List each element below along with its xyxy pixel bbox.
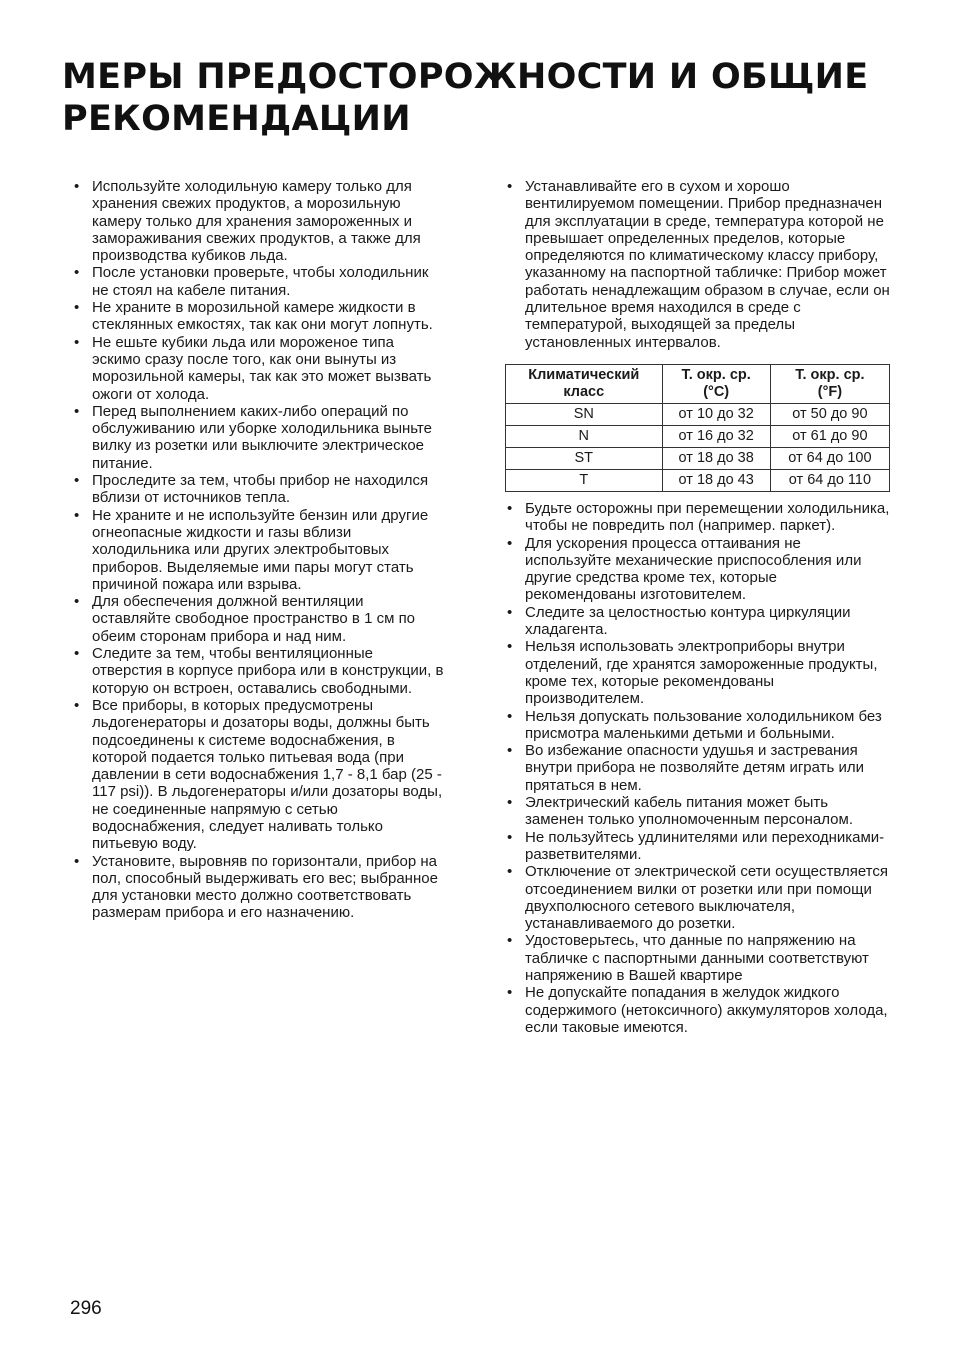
table-cell: от 50 до 90: [770, 403, 889, 425]
table-row: [506, 447, 890, 469]
left-column: [72, 178, 444, 922]
table-cell: T: [506, 469, 663, 491]
list-item: • Установите, выровняв по горизонтали, прибор на пол, способный выдерживать его вес; выбранное для установки место должно соответствовать размерам прибора и его назначению.: [72, 853, 444, 922]
table-row: [506, 403, 890, 425]
page-title: [62, 56, 922, 140]
list-item: • Следите за тем, чтобы вентиляционные отверстия в корпусе прибора или в конструкции, в которую он встроен, оставались свободными.: [72, 645, 444, 697]
table-cell: от 64 до 110: [770, 469, 889, 491]
right-column: [505, 178, 890, 1036]
climate-class-table: [505, 364, 890, 492]
table-cell: SN: [506, 403, 663, 425]
list-item: • Не допускайте попадания в желудок жидкого содержимого (нетоксичного) аккумуляторов холода, если таковые имеются.: [505, 984, 890, 1036]
list-item: • После установки проверьте, чтобы холодильник не стоял на кабеле питания.: [72, 264, 444, 299]
table-cell: N: [506, 425, 663, 447]
list-item: • Не ешьте кубики льда или мороженое типа эскимо сразу после того, как они вынуты из морозильной камеры, так как это может вызвать ожоги от холода.: [72, 334, 444, 403]
table-cell: от 16 до 32: [662, 425, 770, 447]
list-item: • Во избежание опасности удушья и застревания внутри прибора не позволяйте детям играть или прятаться в нем.: [505, 742, 890, 794]
table-row: [506, 469, 890, 491]
table-cell: ST: [506, 447, 663, 469]
list-item: • Будьте осторожны при перемещении холодильника, чтобы не повредить пол (например. паркет).: [505, 500, 890, 535]
table-cell: от 18 до 38: [662, 447, 770, 469]
list-item: • Удостоверьтесь, что данные по напряжению на табличке с паспортными данными соответствуют напряжению в Вашей квартире: [505, 932, 890, 984]
table-header-row: [506, 364, 890, 403]
left-bullet-list: [72, 178, 444, 922]
list-item: • Не храните в морозильной камере жидкости в стеклянных емкостях, так как они могут лопнуть.: [72, 299, 444, 334]
list-item: • Используйте холодильную камеру только для хранения свежих продуктов, а морозильную камеру только для хранения замороженных и замораживания свежих продуктов, а также для производства кубиков льда.: [72, 178, 444, 264]
page-title-line-1: МЕРЫ ПРЕДОСТОРОЖНОСТИ И ОБЩИЕ: [62, 57, 869, 97]
list-item: • Следите за целостностью контура циркуляции хладагента.: [505, 604, 890, 639]
list-item: • Все приборы, в которых предусмотрены льдогенераторы и дозаторы воды, должны быть подсоединены к системе водоснабжения, в которой подается только питьевая вода (при давлении в сети водоснабжения 1,7 - 8,1 бар (25 - 117 psi)). В льдогенераторы и/или дозаторы воды, не соединенные напрямую с сетью водоснабжения, следует наливать только питьевую воду.: [72, 697, 444, 853]
right-bullet-list-bottom: [505, 500, 890, 1036]
right-bullet-list-top: [505, 178, 890, 351]
table-cell: от 64 до 100: [770, 447, 889, 469]
list-item: • Нельзя использовать электроприборы внутри отделений, где хранятся замороженные продукты, кроме тех, которые рекомендованы производителем.: [505, 638, 890, 707]
table-header-climate-class: Климатический класс: [506, 364, 663, 403]
list-item: • Для обеспечения должной вентиляции оставляйте свободное пространство в 1 см по обеим сторонам прибора и над ним.: [72, 593, 444, 645]
list-item: • Отключение от электрической сети осуществляется отсоединением вилки от розетки или при помощи двухполюсного сетевого выключателя, устанавливаемого до розетки.: [505, 863, 890, 932]
table-cell: от 10 до 32: [662, 403, 770, 425]
table-header-temp-fahrenheit: Т. окр. ср. (°F): [770, 364, 889, 403]
list-item: • Перед выполнением каких-либо операций по обслуживанию или уборке холодильника выньте вилку из розетки или выключите электрическое питание.: [72, 403, 444, 472]
list-item: • Не храните и не используйте бензин или другие огнеопасные жидкости и газы вблизи холодильника или других электробытовых приборов. Выделяемые ими пары могут стать причиной пожара или взрыва.: [72, 507, 444, 593]
list-item: • Для ускорения процесса оттаивания не используйте механические приспособления или другие средства кроме тех, которые рекомендованы изготовителем.: [505, 535, 890, 604]
table-row: [506, 425, 890, 447]
table-cell: от 18 до 43: [662, 469, 770, 491]
list-item: • Нельзя допускать пользование холодильником без присмотра маленькими детьми и больными.: [505, 708, 890, 743]
page-number: 296: [70, 1298, 102, 1319]
list-item: • Устанавливайте его в сухом и хорошо вентилируемом помещении. Прибор предназначен для эксплуатации в среде, температура которой не превышает определенных пределов, которые определяются по климатическому классу прибору, указанному на паспортной табличке: Прибор может работать ненадлежащим образом в случае, если он длительное время находился в среде с температурой, выходящей за пределы установленных интервалов.: [505, 178, 890, 351]
list-item: • Проследите за тем, чтобы прибор не находился вблизи от источников тепла.: [72, 472, 444, 507]
page-title-line-2: РЕКОМЕНДАЦИИ: [62, 99, 411, 139]
list-item: • Не пользуйтесь удлинителями или переходниками-разветвителями.: [505, 829, 890, 864]
table-cell: от 61 до 90: [770, 425, 889, 447]
list-item: • Электрический кабель питания может быть заменен только уполномоченным персоналом.: [505, 794, 890, 829]
table-header-temp-celsius: Т. окр. ср. (°C): [662, 364, 770, 403]
